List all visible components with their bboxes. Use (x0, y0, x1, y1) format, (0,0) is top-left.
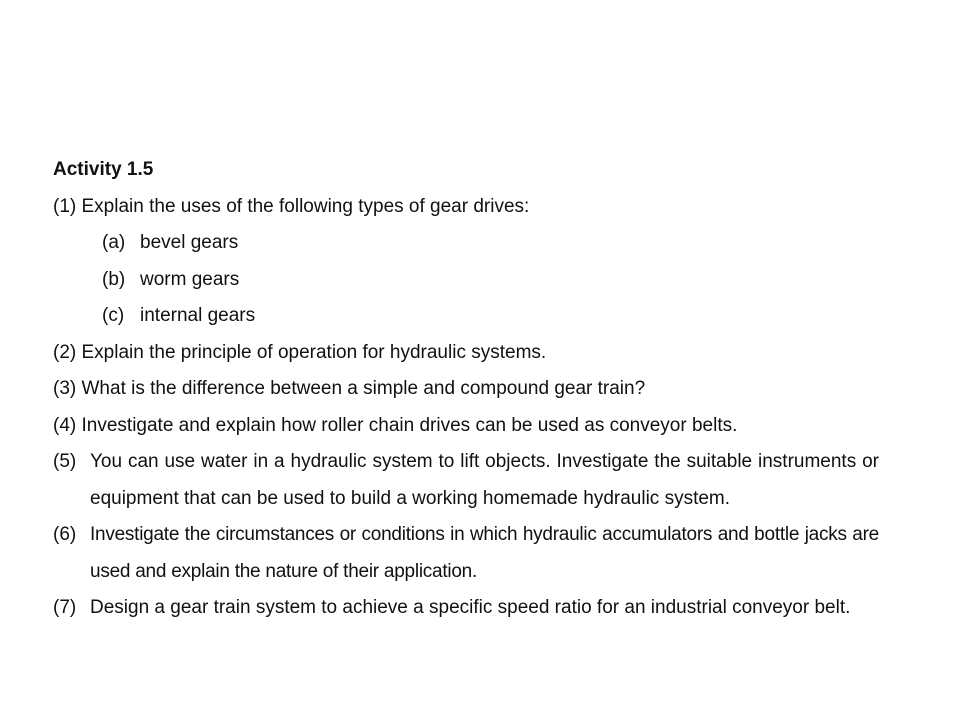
question-1-item-c (53, 298, 879, 335)
activity-block (53, 152, 879, 627)
question-6 (53, 517, 879, 590)
question-2: (2) Explain the principle of operation for hydraulic systems. (53, 341, 547, 363)
sub-item-text: bevel gears (140, 232, 239, 253)
question-text: Investigate the circumstances or conditions in which hydraulic accumulators and bottle jacks are used and explain the nature of their application. (90, 524, 879, 582)
activity-title: Activity 1.5 (53, 159, 154, 180)
question-number: (5) (53, 451, 77, 472)
question-5 (53, 444, 879, 517)
question-4: (4) Investigate and explain how roller chain drives can be used as conveyor belts. (53, 414, 738, 436)
question-7 (53, 590, 879, 627)
sub-item-marker: (a) (102, 232, 126, 253)
question-text: You can use water in a hydraulic system to lift objects. Investigate the suitable instruments or equipment that can be used to build a working homemade hydraulic system. (90, 451, 879, 509)
sub-item-text: internal gears (140, 305, 256, 326)
question-1-item-a (53, 225, 879, 262)
sub-item-marker: (b) (102, 268, 126, 290)
question-1: (1) Explain the uses of the following types of gear drives: (53, 195, 530, 217)
question-number: (6) (53, 524, 77, 545)
sub-item-marker: (c) (102, 305, 125, 326)
question-number: (7) (53, 597, 77, 618)
question-text: Design a gear train system to achieve a specific speed ratio for an industrial conveyor belt. (90, 597, 851, 618)
question-1-item-b (53, 262, 879, 299)
question-3: (3) What is the difference between a simple and compound gear train? (53, 378, 646, 399)
sub-item-text: worm gears (140, 268, 240, 290)
